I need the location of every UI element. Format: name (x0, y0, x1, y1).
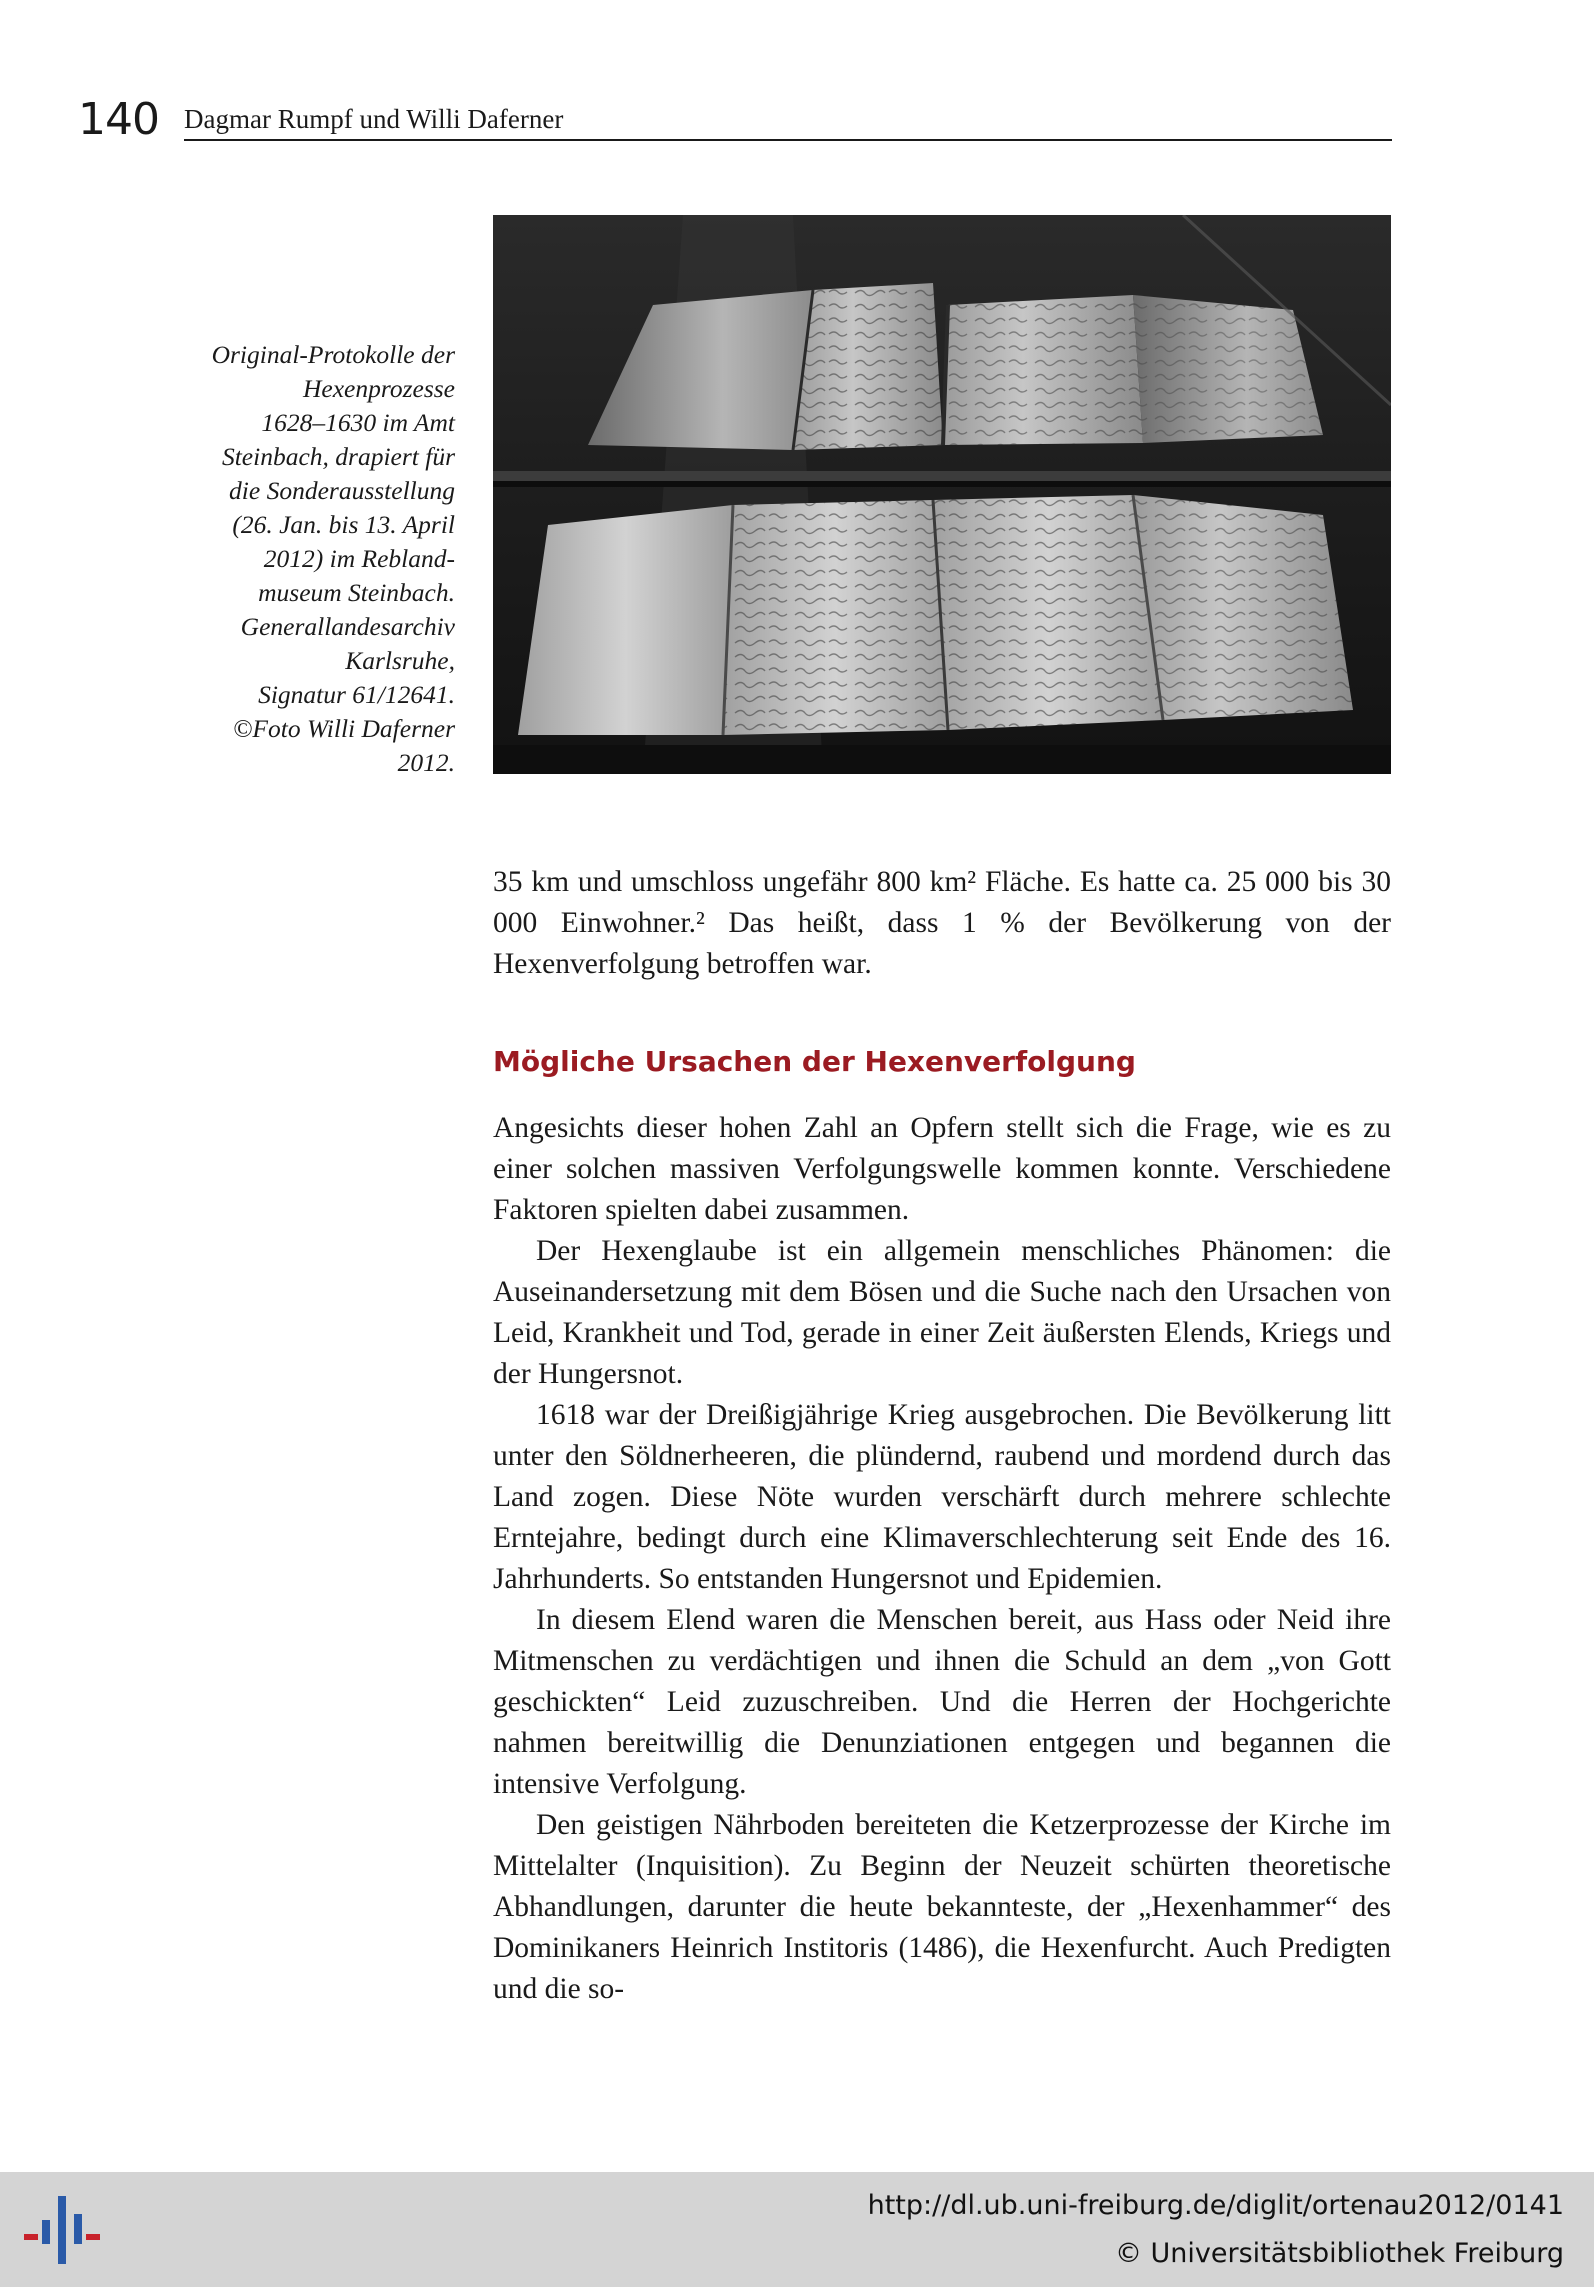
intro-paragraph: 35 km und umschloss ungefähr 800 km² Fläche. Es hatte ca. 25 000 bis 30 000 Einwohner.² Das heißt, dass 1 % der Bevölkerung von der Hexenverfolgung betroffen war. (493, 866, 1391, 980)
library-logo-icon (22, 2190, 102, 2270)
intro-paragraph-block (493, 862, 1391, 985)
body-paragraph: 1618 war der Dreißigjährige Krieg ausgebrochen. Die Bevölkerung litt unter den Söldnerheeren, die plündernd, raubend und mordend durch das Land zogen. Diese Nöte wurden verschärft durch mehrere schlechte Erntejahre, bedingt durch eine Klimaverschlechterung seit Ende des 16. Jahrhunderts. So entstanden Hungersnot und Epidemien. (493, 1399, 1391, 1595)
body-paragraph: In diesem Elend waren die Menschen bereit, aus Hass oder Neid ihre Mitmenschen zu verdächtigen und ihnen die Schuld an dem „von Gott geschickten“ Leid zuzuschreiben. Und die Herren der Hochgerichte nahmen bereitwillig die Denunziationen entgegen und begannen die intensive Verfolgung. (493, 1604, 1391, 1800)
figure-caption: Original-Protokolle der Hexenprozesse 1628–1630 im Amt Steinbach, drapiert für die Sonderausstellung (26. Jan. bis 13. April 2012) im Rebland- museum Steinbach. Generallandesarchiv Karlsruhe, Signatur 61/12641. ©Foto Willi Daferner 2012. (211, 340, 455, 777)
page-number: 140 (78, 94, 159, 145)
running-header-authors: Dagmar Rumpf und Willi Daferner (184, 104, 564, 134)
footer-url-link[interactable]: http://dl.ub.uni-freiburg.de/diglit/ortenau2012/0141 (867, 2190, 1564, 2221)
header-rule (184, 139, 1392, 141)
footer-copyright: © Universitätsbibliothek Freiburg (1114, 2238, 1564, 2269)
section-heading: Mögliche Ursachen der Hexenverfolgung (493, 1045, 1136, 1078)
body-paragraph: Den geistigen Nährboden bereiteten die Ketzerprozesse der Kirche im Mittelalter (Inquisition). Zu Beginn der Neuzeit schürten theoretische Abhandlungen, darunter die heute bekannteste, der „Hexenhammer“ des Dominikaners Heinrich Institoris (1486), die Hexenfurcht. Auch Predigten und die so- (493, 1809, 1391, 2005)
body-paragraph: Angesichts dieser hohen Zahl an Opfern stellt sich die Frage, wie es zu einer solchen massiven Verfolgungswelle kommen konnte. Verschiedene Faktoren spielten dabei zusammen. (493, 1112, 1391, 1226)
body-paragraph: Der Hexenglaube ist ein allgemein menschliches Phänomen: die Auseinandersetzung mit dem Bösen und die Suche nach den Ursachen von Leid, Krankheit und Tod, gerade in einer Zeit äußersten Elends, Kriegs und der Hungersnot. (493, 1235, 1391, 1390)
figure-photo-protocol-books (493, 215, 1391, 774)
section-body (493, 1108, 1391, 2010)
